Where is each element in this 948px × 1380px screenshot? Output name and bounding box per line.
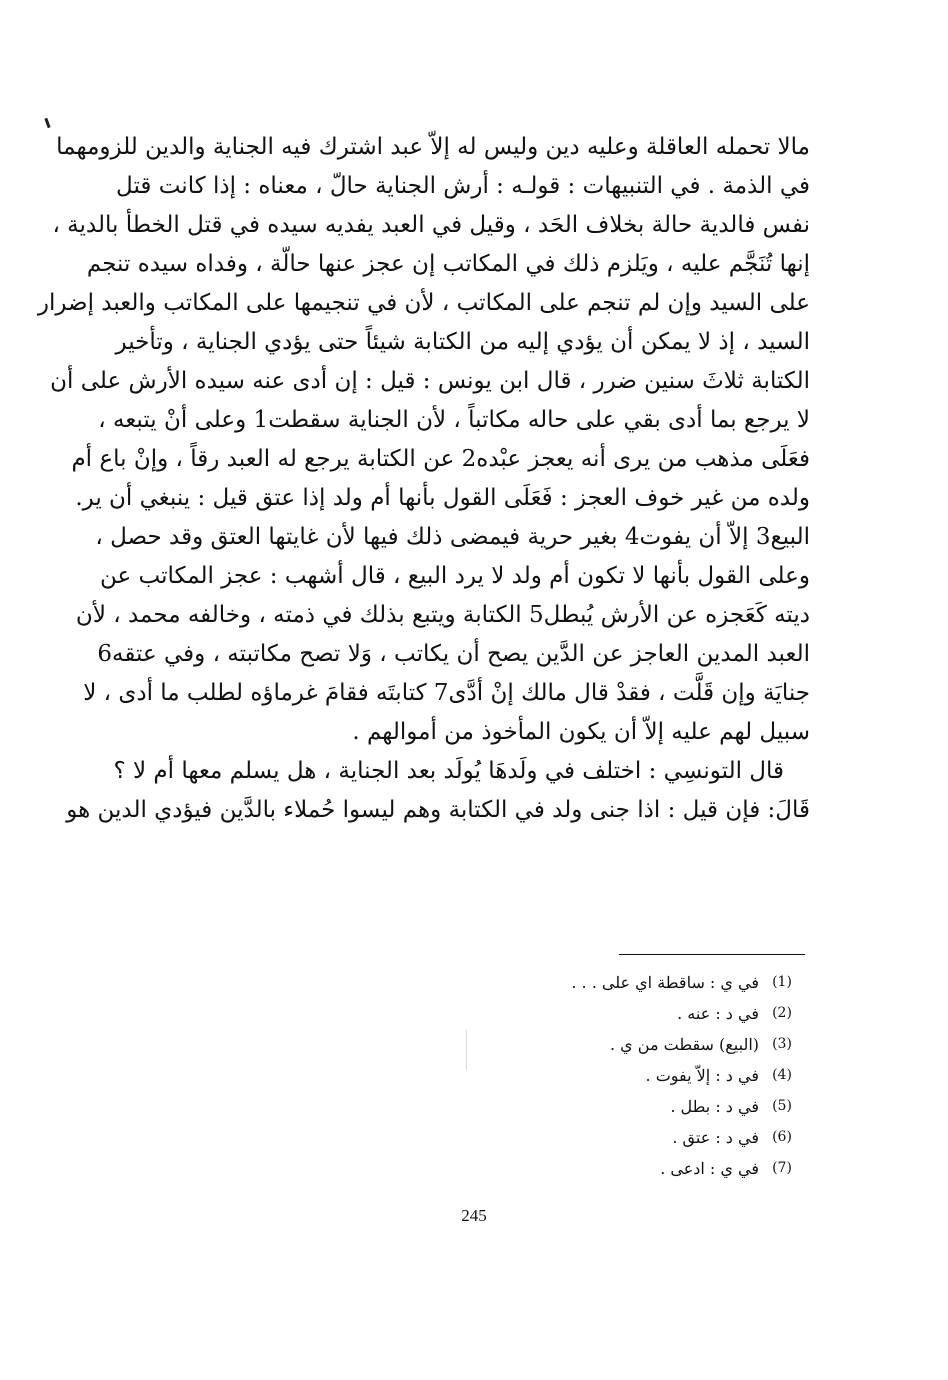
footnote-item <box>560 1153 805 1184</box>
text-line: الكتابة ثلاثَ سنين ضرر ، قال ابن يونس : قيل : إن أدى عنه سيده الأرش على أن <box>50 368 810 394</box>
footnote-text: في د : بطل . <box>670 1097 759 1116</box>
footnote-text: في ي : ساقطة اي على . . . <box>571 973 759 992</box>
text-line: مالا تحمله العاقلة وعليه دين وليس له إلاّ عبد اشترك فيه الجناية والدين للزومهما <box>56 134 810 160</box>
text-line: لا يرجع بما أدى بقي على حاله مكاتباً ، لأن الجناية سقطت1 وعلى أنْ يتبعه ، <box>98 407 810 433</box>
text-line: ديته كَعَجزه عن الأرش يُبطل5 الكتابة ويتبع بذلك في ذمته ، وخالفه محمد ، لأن <box>75 602 810 628</box>
footnote-text: في د : إلاّ يفوت . <box>645 1066 759 1085</box>
text-line: وعلى القول بأنها لا تكون أم ولد لا يرد البيع ، قال أشهب : عجز المكاتب عن <box>99 563 810 589</box>
text-line: جنايَة وإن قَلَّت ، فقدْ قال مالك إنْ أدَّى7 كتابتَه فقامَ غرماؤه لطلب ما أدى ، لا <box>83 680 810 706</box>
footnote-text: في د : عنه . <box>677 1004 759 1023</box>
text-line: ولده من غير خوف العجز : فَعَلَى القول بأنها أم ولد إذا عتق قيل : ينبغي أن ير. <box>75 485 810 511</box>
text-line: قال التونسِي : اختلف في ولَدهَا يُولَد بعد الجناية ، هل يسلم معها أم لا ؟ <box>113 758 784 784</box>
footnote-number: (5) <box>772 1098 792 1114</box>
footnote-divider <box>619 954 805 955</box>
footnote-item <box>560 1060 805 1091</box>
text-line: العبد المدين العاجز عن الدَّين يصح أن يكاتب ، وَلا تصح مكاتبته ، وفي عتقه6 <box>97 641 810 667</box>
text-line: قَالَ: فإن قيل : اذا جنى ولد في الكتابة وهم ليسوا حُملاء بالدَّين فيؤدي الدين هو <box>66 797 810 823</box>
footnote-number: (3) <box>772 1036 792 1052</box>
footnote-item <box>560 998 805 1029</box>
footnote-number: (7) <box>772 1160 792 1176</box>
footnote-item <box>560 967 805 998</box>
footnotes <box>560 954 805 1184</box>
footnote-number: (1) <box>772 974 792 990</box>
text-line: البيع3 إلاّ أن يفوت4 بغير حرية فيمضى ذلك فيها لأن غايتها العتق وقد حصل ، <box>95 524 810 550</box>
text-line: السيد ، إذ لا يمكن أن يؤدي إليه من الكتابة شيئاً حتى يؤدي الجناية ، وتأخير <box>115 329 810 355</box>
footnote-text: في ي : ادعى . <box>660 1159 759 1178</box>
scan-mark <box>44 118 50 128</box>
text-line: إنها تُنَجَّم عليه ، ويَلزم ذلك في المكاتب إن عجز عنها حالّة ، وفداه سيده تنجم <box>86 251 810 277</box>
text-line: سبيل لهم عليه إلاّ أن يكون المأخوذ من أموالهم . <box>352 719 810 745</box>
scan-speck <box>466 1030 467 1070</box>
text-line: نفس فالدية حالة بخلاف الحَد ، وقيل في العبد يفديه سيده في قتل الخطأ بالدية ، <box>52 212 810 238</box>
footnote-text: (البيع) سقطت من ي . <box>609 1035 759 1054</box>
text-line: على السيد وإن لم تنجم على المكاتب ، لأن في تنجيمها على المكاتب والعبد إضرار <box>37 290 810 316</box>
text-line: فعَلَى مذهب من يرى أنه يعجز عبْده2 عن الكتابة يرجع له العبد رقاً ، وإنْ باع أم <box>71 446 810 472</box>
body-text <box>37 128 810 830</box>
footnote-number: (2) <box>772 1005 792 1021</box>
text-line: في الذمة . في التنبيهات : قولـه : أرش الجناية حالّ ، معناه : إذا كانت قتل <box>116 173 810 199</box>
footnote-number: (6) <box>772 1129 792 1145</box>
footnote-item <box>560 1029 805 1060</box>
page-number: 245 <box>461 1206 487 1225</box>
footnote-item <box>560 1091 805 1122</box>
footnote-number: (4) <box>772 1067 792 1083</box>
footnote-item <box>560 1122 805 1153</box>
footnote-text: في د : عتق . <box>672 1128 759 1147</box>
